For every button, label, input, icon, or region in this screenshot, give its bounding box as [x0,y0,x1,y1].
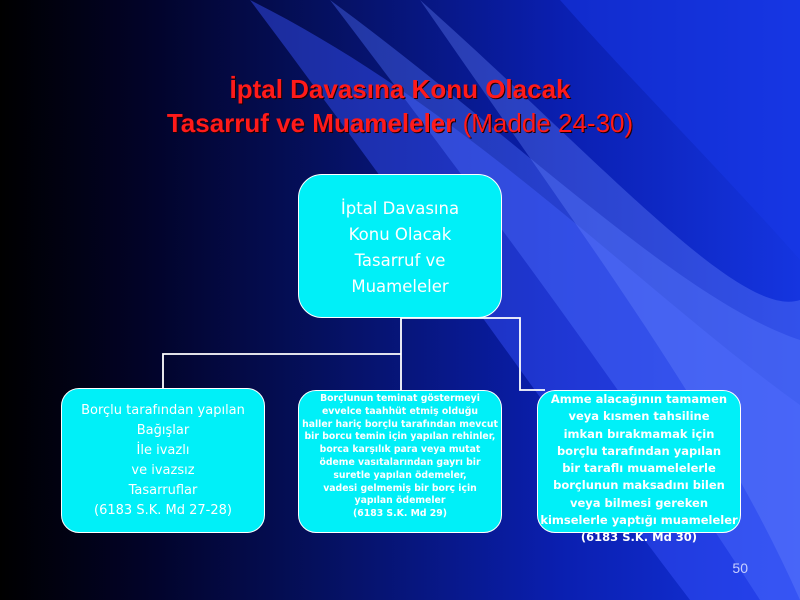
child-line: (6183 S.K. Md 27-28) [94,503,232,518]
child-line: haller hariç borçlu tarafından mevcut [302,418,498,430]
child-line: vadesi gelmemiş bir borç için [323,482,477,494]
child-line: Borçlu tarafından yapılan [81,403,245,418]
child-line: İle ivazlı [136,443,190,458]
child-line: Borçlunun teminat göstermeyi [320,393,480,404]
child-line: (6183 S.K. Md 29) [353,508,447,520]
title-line-2-bold: Tasarruf ve Muameleler [166,108,456,138]
child-line: evvelce taahhüt etmiş olduğu [321,405,478,417]
child-line: imkan bırakmamak için [563,426,715,441]
root-node [298,174,502,318]
title-line-1: İptal Davasına Konu Olacak [229,74,571,104]
root-line: İptal Davasına [340,199,460,218]
root-line: Muameleler [351,277,449,296]
child-line: Tasarruflar [128,483,198,498]
child-line: Bağışlar [136,423,190,438]
connector-left [163,354,401,388]
connector-right [401,318,545,390]
child-node-transactions [537,390,741,545]
child-line: yapılan ödemeler [354,495,446,507]
child-line: bir taraflı muamelelerle [562,461,716,476]
root-line: Tasarruf ve [354,251,446,270]
child-line: (6183 S.K. Md 30) [580,530,698,545]
root-line: Konu Olacak [348,225,452,244]
child-node-gifts [61,388,265,533]
child-line: ödeme vasıtalarından gayrı bir [319,456,481,468]
child-line: veya bilmesi gereken [569,495,709,510]
page-number: 50 [732,560,748,576]
child-line: ve ivazsız [131,463,195,478]
title-line-2-normal: (Madde 24-30) [462,108,634,138]
child-line: bir borcu temin için yapılan rehinler, [304,431,496,443]
child-line: Amme alacağının tamamen [550,392,728,406]
child-line: veya kısmen tahsiline [568,409,710,424]
child-line: borçlunun maksadını bilen [553,478,725,493]
child-node-pledges [298,390,502,533]
child-line: kimselerle yaptığı muameleler [540,513,738,528]
child-line: borca karşılık para veya mutat [319,444,481,456]
child-line: borçlu tarafından yapılan [556,443,722,458]
child-line: suretle yapılan ödemeler, [333,469,467,481]
